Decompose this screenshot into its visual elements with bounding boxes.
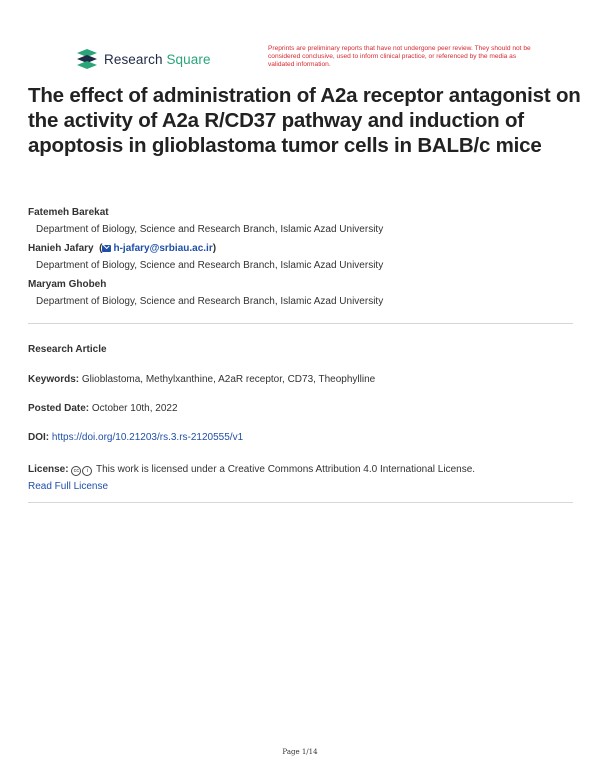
envelope-icon xyxy=(102,245,111,252)
divider xyxy=(28,323,573,324)
keywords-line xyxy=(28,374,375,385)
license-block xyxy=(28,461,578,495)
license-text: This work is licensed under a Creative Commons Attribution 4.0 International License. xyxy=(95,464,476,475)
read-full-license-link[interactable]: Read Full License xyxy=(28,481,109,492)
creative-commons-icon: cc xyxy=(71,466,81,476)
logo-wordmark xyxy=(104,52,211,67)
attribution-icon: i xyxy=(82,466,92,476)
author-list xyxy=(28,206,588,314)
logo-text-square: Square xyxy=(166,51,211,67)
author-affiliation: Department of Biology, Science and Research Branch, Islamic Azad University xyxy=(36,296,384,307)
research-square-logo[interactable] xyxy=(76,48,211,70)
doi-label: DOI: xyxy=(28,432,50,443)
author-email-link[interactable]: h-jafary@srbiau.ac.ir xyxy=(102,243,212,254)
posted-date-label: Posted Date: xyxy=(28,403,90,414)
keywords-label: Keywords: xyxy=(28,374,80,385)
doi-link[interactable]: https://doi.org/10.21203/rs.3.rs-2120555/v1 xyxy=(51,432,244,443)
doi-line xyxy=(28,432,243,443)
author-affiliation: Department of Biology, Science and Research Branch, Islamic Azad University xyxy=(36,260,384,271)
divider xyxy=(28,502,573,503)
author-affiliation: Department of Biology, Science and Research Branch, Islamic Azad University xyxy=(36,224,384,235)
keywords-value: Glioblastoma, Methylxanthine, A2aR receptor, CD73, Theophylline xyxy=(81,374,376,385)
logo-text-research: Research xyxy=(104,51,163,67)
article-type: Research Article xyxy=(28,344,107,355)
author-name: Hanieh Jafary xyxy=(28,243,94,254)
research-square-logo-icon xyxy=(76,48,98,70)
license-label: License: xyxy=(28,464,69,475)
author-name: Fatemeh Barekat xyxy=(28,207,109,218)
posted-date-value: October 10th, 2022 xyxy=(91,403,178,414)
author-name: Maryam Ghobeh xyxy=(28,279,107,290)
preprint-notice: Preprints are preliminary reports that have not undergone peer review. They should not be considered conclusive, used to inform clinical practice, or referenced by the media as validated information. xyxy=(268,45,531,69)
page-number: Page 1/14 xyxy=(282,748,318,756)
author-name-with-email: Hanieh Jafary ( h-jafary@srbiau.ac.ir) xyxy=(28,243,217,254)
paper-title: The effect of administration of A2a receptor antagonist on the activity of A2a R/CD37 pathway and induction of apoptosis in glioblastoma tumor cells in BALB/c mice xyxy=(28,84,581,157)
posted-date-line xyxy=(28,403,178,414)
